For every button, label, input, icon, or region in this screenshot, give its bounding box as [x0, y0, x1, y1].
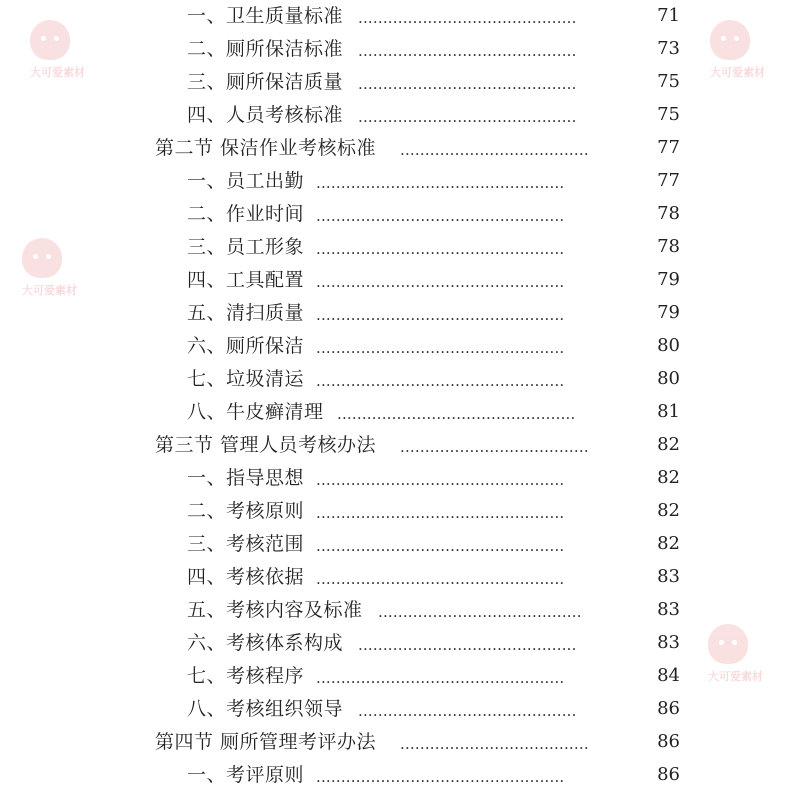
toc-page-number: 80 — [657, 335, 680, 356]
toc-entry-label: 三、员工形象 — [187, 236, 305, 258]
toc-leader-dots: .................................................. — [316, 537, 565, 555]
watermark-label: 大可爱素材 — [710, 66, 765, 79]
toc-page-number: 82 — [657, 467, 680, 488]
toc-entry-label: 六、考核体系构成 — [187, 632, 344, 654]
toc-leader-dots: .................................................. — [316, 240, 565, 258]
toc-entry-label: 二、厕所保洁标准 — [187, 38, 344, 60]
toc-leader-dots: ...................................... — [400, 735, 589, 753]
toc-entry-label: 四、考核依据 — [187, 566, 305, 588]
toc-page-number: 83 — [657, 632, 680, 653]
toc-entry-label: 八、牛皮癣清理 — [187, 401, 324, 423]
toc-leader-dots: .................................................. — [316, 372, 565, 390]
toc-entry-label: 三、厕所保洁质量 — [187, 71, 344, 93]
toc-entry-label: 四、工具配置 — [187, 269, 305, 291]
toc-entry-label: 八、考核组织领导 — [187, 698, 344, 720]
toc-leader-dots: .................................................. — [316, 504, 565, 522]
toc-leader-dots: .................................................. — [316, 174, 565, 192]
watermark-label: 大可爱素材 — [708, 670, 763, 683]
toc-entry-label: 二、作业时间 — [187, 203, 305, 225]
toc-leader-dots: .................................................. — [316, 768, 565, 786]
toc-leader-dots: .................................................. — [316, 306, 565, 324]
toc-page-number: 86 — [657, 698, 680, 719]
toc-leader-dots: ............................................ — [358, 702, 577, 720]
toc-leader-dots: ............................................ — [358, 9, 577, 27]
toc-leader-dots: ............................................ — [358, 42, 577, 60]
toc-leader-dots: ................................................ — [337, 405, 576, 423]
toc-section-label: 第四节 厕所管理考评办法 — [155, 731, 377, 753]
toc-page-number: 86 — [657, 764, 680, 785]
toc-leader-dots: .................................................. — [316, 570, 565, 588]
toc-entry-label: 一、卫生质量标准 — [187, 5, 344, 27]
toc-page-number: 73 — [657, 38, 680, 59]
toc-page-number: 77 — [657, 170, 680, 191]
toc-leader-dots: .................................................. — [316, 339, 565, 357]
toc-entry-label: 七、考核程序 — [187, 665, 305, 687]
toc-leader-dots: .................................................. — [316, 273, 565, 291]
toc-leader-dots: ............................................ — [358, 108, 577, 126]
toc-page-number: 84 — [657, 665, 680, 686]
toc-leader-dots: ............................................ — [358, 636, 577, 654]
toc-entry-label: 一、指导思想 — [187, 467, 305, 489]
watermark-label: 大可爱素材 — [30, 66, 85, 79]
toc-page-number: 82 — [657, 434, 680, 455]
toc-leader-dots: ......................................... — [378, 603, 582, 621]
toc-entry-label: 二、考核原则 — [187, 500, 305, 522]
toc-entry-label: 一、考评原则 — [187, 764, 305, 786]
toc-leader-dots: ............................................ — [358, 75, 577, 93]
toc-page-number: 81 — [657, 401, 680, 422]
toc-entry-label: 四、人员考核标准 — [187, 104, 344, 126]
toc-section-label: 第三节 管理人员考核办法 — [155, 434, 377, 456]
toc-page-number: 79 — [657, 269, 680, 290]
toc-leader-dots: .................................................. — [316, 669, 565, 687]
toc-leader-dots: ...................................... — [400, 141, 589, 159]
toc-page-number: 83 — [657, 566, 680, 587]
toc-entry-label: 三、考核范围 — [187, 533, 305, 555]
toc-page-number: 75 — [657, 71, 680, 92]
toc-page-number: 86 — [657, 731, 680, 752]
toc-leader-dots: .................................................. — [316, 471, 565, 489]
toc-page-number: 78 — [657, 236, 680, 257]
toc-page-number: 82 — [657, 500, 680, 521]
toc-page-number: 71 — [657, 5, 680, 26]
toc-entry-label: 五、考核内容及标准 — [187, 599, 363, 621]
toc-page-number: 78 — [657, 203, 680, 224]
toc-page-number: 82 — [657, 533, 680, 554]
watermark-label: 大可爱素材 — [22, 284, 77, 297]
toc-page-number: 77 — [657, 137, 680, 158]
toc-page-number: 83 — [657, 599, 680, 620]
toc-section-label: 第二节 保洁作业考核标准 — [155, 137, 377, 159]
toc-entry-label: 七、垃圾清运 — [187, 368, 305, 390]
toc-page-number: 80 — [657, 368, 680, 389]
toc-page-number: 79 — [657, 302, 680, 323]
toc-entry-label: 一、员工出勤 — [187, 170, 305, 192]
toc-leader-dots: ...................................... — [400, 438, 589, 456]
toc-entry-label: 六、厕所保洁 — [187, 335, 305, 357]
toc-entry-label: 五、清扫质量 — [187, 302, 305, 324]
toc-leader-dots: .................................................. — [316, 207, 565, 225]
toc-page-number: 75 — [657, 104, 680, 125]
